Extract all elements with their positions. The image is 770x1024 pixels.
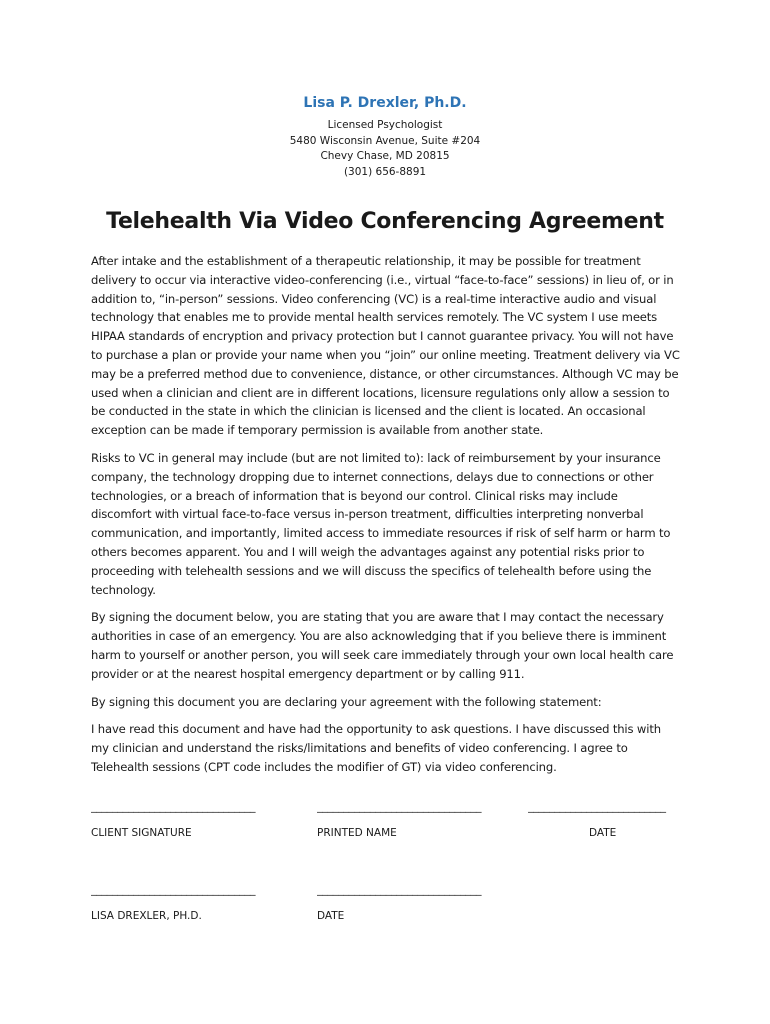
client-signature-label: CLIENT SIGNATURE — [91, 827, 192, 839]
clinician-date-label: DATE — [317, 910, 345, 922]
document-title: Telehealth Via Video Conferencing Agreement — [106, 209, 664, 234]
clinician-signature-label: LISA DREXLER, PH.D. — [91, 910, 202, 922]
client-date-line[interactable]: __________________________ — [528, 800, 666, 813]
paragraph-risks: Risks to VC in general may include (but are not limited to): lack of reimbursement by your insurance company, the technology dropping due to internet connections, delays due to connections or other technologies, or a breach of information that is beyond our control. Clinical risks may include discomfort with virtual face-to-face versus in-person treatment, difficulties interpreting nonverbal communication, and importantly, limited access to immediate resources if risk of self harm or harm to others becomes apparent. You and I will weigh the advantages against any potential risks prior to proceeding with telehealth sessions and we will discuss the specifics of telehealth before using the technology. — [91, 450, 671, 597]
clinician-signature-line[interactable]: _______________________________ — [91, 883, 256, 896]
clinician-date-line[interactable]: _______________________________ — [317, 883, 482, 896]
paragraph-emergency: By signing the document below, you are stating that you are aware that I may contact the necessary authorities in case of an emergency. You are also acknowledging that if you believe there is imminent harm to yourself or another person, you will seek care immediately through your own local health care provider or at the nearest hospital emergency department or by calling 911. — [91, 610, 674, 681]
phone-number: (301) 656-8891 — [343, 165, 427, 178]
client-signature-line[interactable]: _______________________________ — [91, 800, 256, 813]
client-date-label: DATE — [589, 827, 617, 839]
paragraph-statement: I have read this document and have had the opportunity to ask questions. I have discussed this with my clinician and understand the risks/limitations and benefits of video conferencing. I agree to Telehealth sessions (CPT code includes the modifier of GT) via video conferencing. — [91, 722, 661, 774]
letterhead — [0, 93, 770, 180]
printed-name-label: PRINTED NAME — [317, 827, 397, 839]
printed-name-line[interactable]: _______________________________ — [317, 800, 482, 813]
practitioner-name: Lisa P. Drexler, Ph.D. — [303, 95, 467, 111]
paragraph-intro: After intake and the establishment of a therapeutic relationship, it may be possible for treatment delivery to occur via interactive video-conferencing (i.e., virtual “face-to-face” sessions) in lieu of, or in addition to, “in-person” sessions. Video conferencing (VC) is a real-time interactive audio and visual technology that enables me to provide mental health services remotely. The VC system I use meets HIPAA standards of encryption and privacy protection but I cannot guarantee privacy. You will not have to purchase a plan or provide your name when you “join” our online meeting. Treatment delivery via VC may be a preferred method due to convenience, distance, or other circumstances. Although VC may be used when a clinician and client are in different locations, licensure regulations only allow a session to be conducted in the state in which the clinician is licensed and the client is located. An occasional exception can be made if temporary permission is available from another state. — [91, 254, 680, 438]
document-body — [91, 252, 681, 786]
paragraph-declaration: By signing this document you are declaring your agreement with the following statement: — [91, 694, 602, 709]
address-line-2: Chevy Chase, MD 20815 — [320, 150, 450, 162]
practitioner-title: Licensed Psychologist — [327, 119, 443, 131]
address-line-1: 5480 Wisconsin Avenue, Suite #204 — [289, 134, 481, 147]
